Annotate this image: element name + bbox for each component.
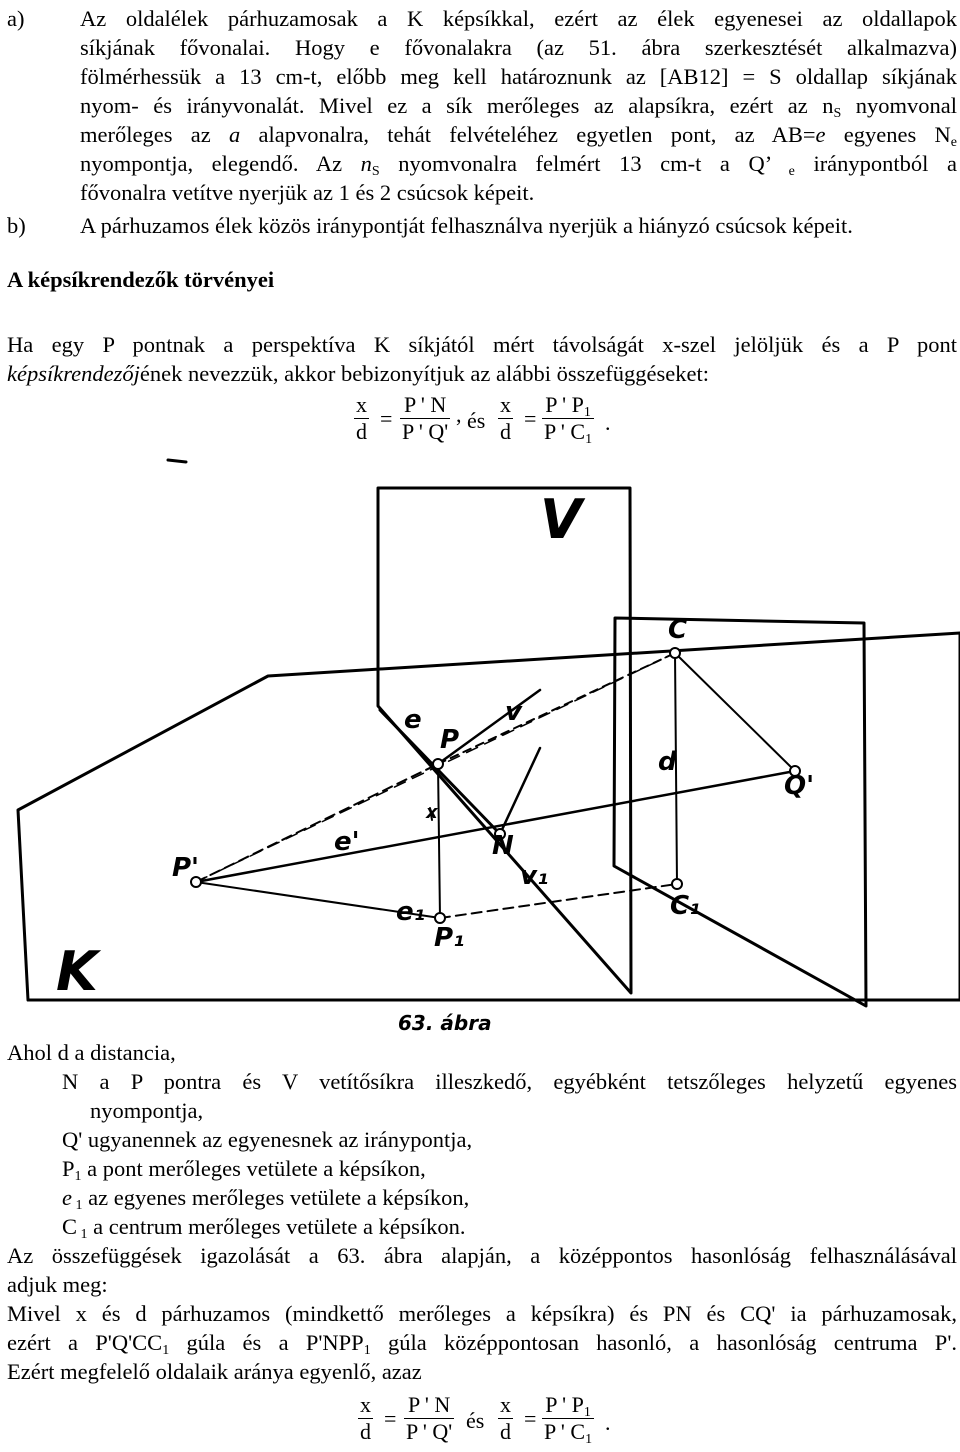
label-c1: C₁ [670, 891, 701, 921]
plane-right [614, 618, 866, 1006]
text-run: iránypontból a [794, 151, 957, 176]
proof-line [7, 1328, 957, 1357]
subscript: 1 [585, 432, 593, 447]
label-p-prime: P' [172, 853, 200, 883]
numerator: x [500, 392, 511, 417]
subscript: 1 [363, 1343, 371, 1358]
text-run: P [62, 1156, 75, 1181]
figure-caption: 63. ábra [398, 1011, 492, 1035]
fraction-pn-pq [400, 392, 450, 445]
subscript: 1 [585, 1432, 593, 1447]
section-heading: A képsíkrendezők törvényei [7, 267, 275, 292]
label-k: K [56, 940, 98, 1003]
line-p1-q [196, 771, 795, 882]
label-e1: e₁ [396, 897, 426, 927]
text-run: P ' C [544, 419, 586, 444]
point-c [670, 648, 680, 658]
period: . [605, 410, 611, 435]
item-a-line [80, 91, 957, 120]
subscript: 1 [162, 1343, 170, 1358]
numerator: x [360, 1392, 371, 1417]
equals-sign: = [524, 406, 537, 431]
denominator: d [500, 419, 511, 444]
text-run: alapvonalra, tehát felvételéhez egyetlen pont, az AB= [240, 122, 816, 147]
fraction-pp1-pc1 [542, 1392, 594, 1445]
law-paragraph [7, 330, 957, 388]
def-e1 [62, 1183, 469, 1212]
denominator: d [356, 419, 367, 444]
subscript: 1 [74, 1169, 82, 1184]
fraction-x-d-2 [498, 392, 513, 445]
equals-sign: = [380, 406, 393, 431]
denominator: d [360, 1419, 371, 1444]
label-p: P [440, 725, 460, 755]
text-run: P ' P [545, 1392, 584, 1417]
text-run: nyomvonalra felmért 13 cm-t a Q’ [379, 151, 773, 176]
text-run: a pont merőleges vetülete a képsíkon, [81, 1156, 426, 1181]
text-run: képsíkrendezőj [7, 361, 140, 386]
equals-sign: = [384, 1406, 397, 1431]
subscript: 1 [583, 405, 591, 420]
label-p1: P₁ [434, 923, 465, 953]
figure-63 [0, 448, 960, 1038]
subscript: S [371, 164, 380, 179]
es-text: és [467, 408, 486, 433]
text-run: a [228, 122, 241, 147]
label-v: V [540, 488, 582, 551]
def-n-line: N a P pontra és V vetítősíkra illeszkedő, egyébként tetszőleges helyzetű egyenes [62, 1069, 957, 1094]
label-v1: v₁ [520, 861, 549, 891]
def-q: Q' ugyanennek az egyenesnek az iránypontja, [62, 1127, 473, 1152]
subscript: e [772, 164, 795, 179]
def-n [62, 1067, 957, 1096]
text-run: ezért a P'Q'CC [7, 1330, 163, 1355]
corner-mark [168, 460, 186, 462]
proof-line: Mivel x és d párhuzamos (mindkettő merőleges a képsíkra) és PN és CQ' ia párhuzamosak, [7, 1301, 957, 1326]
plane-k [18, 633, 960, 1000]
numerator [543, 392, 593, 418]
item-a-line [80, 120, 957, 149]
text-run: a centrum merőleges vetülete a képsíkon. [87, 1214, 466, 1239]
label-d: d [658, 747, 677, 777]
label-n: N [492, 831, 514, 861]
numerator: P ' N [407, 1392, 451, 1417]
point-p1 [435, 913, 445, 923]
text-run: C [62, 1214, 78, 1239]
numerator: x [356, 392, 367, 417]
numerator: x [500, 1392, 511, 1417]
fraction-pp1-pc1 [542, 392, 594, 445]
label-c: C [668, 615, 688, 645]
def-n-line2: nyompontja, [90, 1098, 204, 1123]
item-a-text [80, 4, 957, 207]
es-text: és [466, 1408, 485, 1433]
text-run: nyom- és irányvonalát. Mivel ez a sík merőleges az alapsíkra, ezért az n [80, 93, 834, 118]
numerator [543, 1392, 593, 1418]
subscript: e [950, 135, 958, 150]
law-line [7, 359, 957, 388]
def-p1 [62, 1154, 426, 1183]
def-ahol: Ahol d a distancia, [7, 1040, 176, 1065]
text-run: nyompontja, elegendő. Az [80, 151, 361, 176]
text-run: P ' C [544, 1419, 586, 1444]
text-run: egyenes N [825, 122, 951, 147]
label-q: Q' [784, 771, 815, 801]
label-v-line: v [505, 697, 522, 727]
text-run: gúla és a P'NPP [169, 1330, 364, 1355]
item-a-line: Az oldalélek párhuzamosak a K képsíkkal, ezért az élek egyenesei az oldallapok [80, 6, 957, 31]
numerator: P ' N [403, 392, 447, 417]
proof-line: Az összefüggések igazolását a 63. ábra alapján, a középpontos hasonlóság felhasználásával [7, 1243, 957, 1268]
subscript: 1 [583, 1405, 591, 1420]
item-a-line: síkjának fővonalai. Hogy e fővonalakra (az 51. ábra szerkesztését alkalmazva) [80, 35, 957, 60]
law-line: Ha egy P pontnak a perspektíva K síkjától mért távolságát x-szel jelöljük és a P pont [7, 332, 957, 357]
item-a-line: fővonalra vetítve nyerjük az 1 és 2 csúcsok képeit. [80, 180, 535, 205]
subscript: S [833, 106, 842, 121]
text-run: az egyenes merőleges vetülete a képsíkon, [82, 1185, 470, 1210]
item-b-text: A párhuzamos élek közös iránypontját felhasználva nyerjük a hiányzó csúcsok képeit. [80, 213, 853, 238]
denominator: P ' Q' [406, 1419, 453, 1444]
label-x: x [426, 802, 438, 823]
fraction-x-d [358, 1392, 373, 1445]
subscript: 1 [77, 1227, 88, 1242]
point-c1 [672, 879, 682, 889]
text-run: ének nevezzük, akkor bebizonyítjuk az alábbi összefüggéseket: [139, 361, 710, 386]
text-run: nyomvonal [841, 93, 957, 118]
item-b-label: b) [7, 213, 26, 238]
denominator [542, 419, 594, 445]
proof-line: Ezért megfelelő oldalaik aránya egyenlő, azaz [7, 1359, 422, 1384]
label-e-prime: e' [334, 827, 360, 857]
denominator: d [500, 1419, 511, 1444]
item-a-line [80, 149, 957, 178]
point-p [433, 759, 443, 769]
equals-sign: = [524, 1406, 537, 1431]
comma: , [456, 402, 462, 427]
text-run: e [62, 1185, 72, 1210]
text-run: P ' P [545, 392, 584, 417]
item-a-line: fölmérhessük a 13 cm-t, előbb meg kell határoznunk az [AB12] = S oldallap síkjának [80, 64, 957, 89]
fraction-x-d-2 [498, 1392, 513, 1445]
denominator: P ' Q' [402, 419, 449, 444]
label-e: e [404, 705, 422, 735]
def-c1 [62, 1212, 466, 1241]
text-run: e [815, 122, 826, 147]
line-p-p1 [438, 764, 440, 918]
fraction-pn-pq [404, 1392, 454, 1445]
proof-line: adjuk meg: [7, 1272, 108, 1297]
text-run: gúla középpontosan hasonló, a hasonlóság centruma P'. [370, 1330, 958, 1355]
fraction-x-d [354, 392, 369, 445]
line-d [675, 653, 795, 771]
subscript: 1 [72, 1198, 83, 1213]
item-a-label: a) [7, 6, 25, 31]
text-run: n [360, 151, 372, 176]
proof-paragraph [7, 1241, 957, 1386]
text-run: merőleges az [80, 122, 229, 147]
denominator [542, 1419, 594, 1445]
period: . [605, 1410, 611, 1435]
